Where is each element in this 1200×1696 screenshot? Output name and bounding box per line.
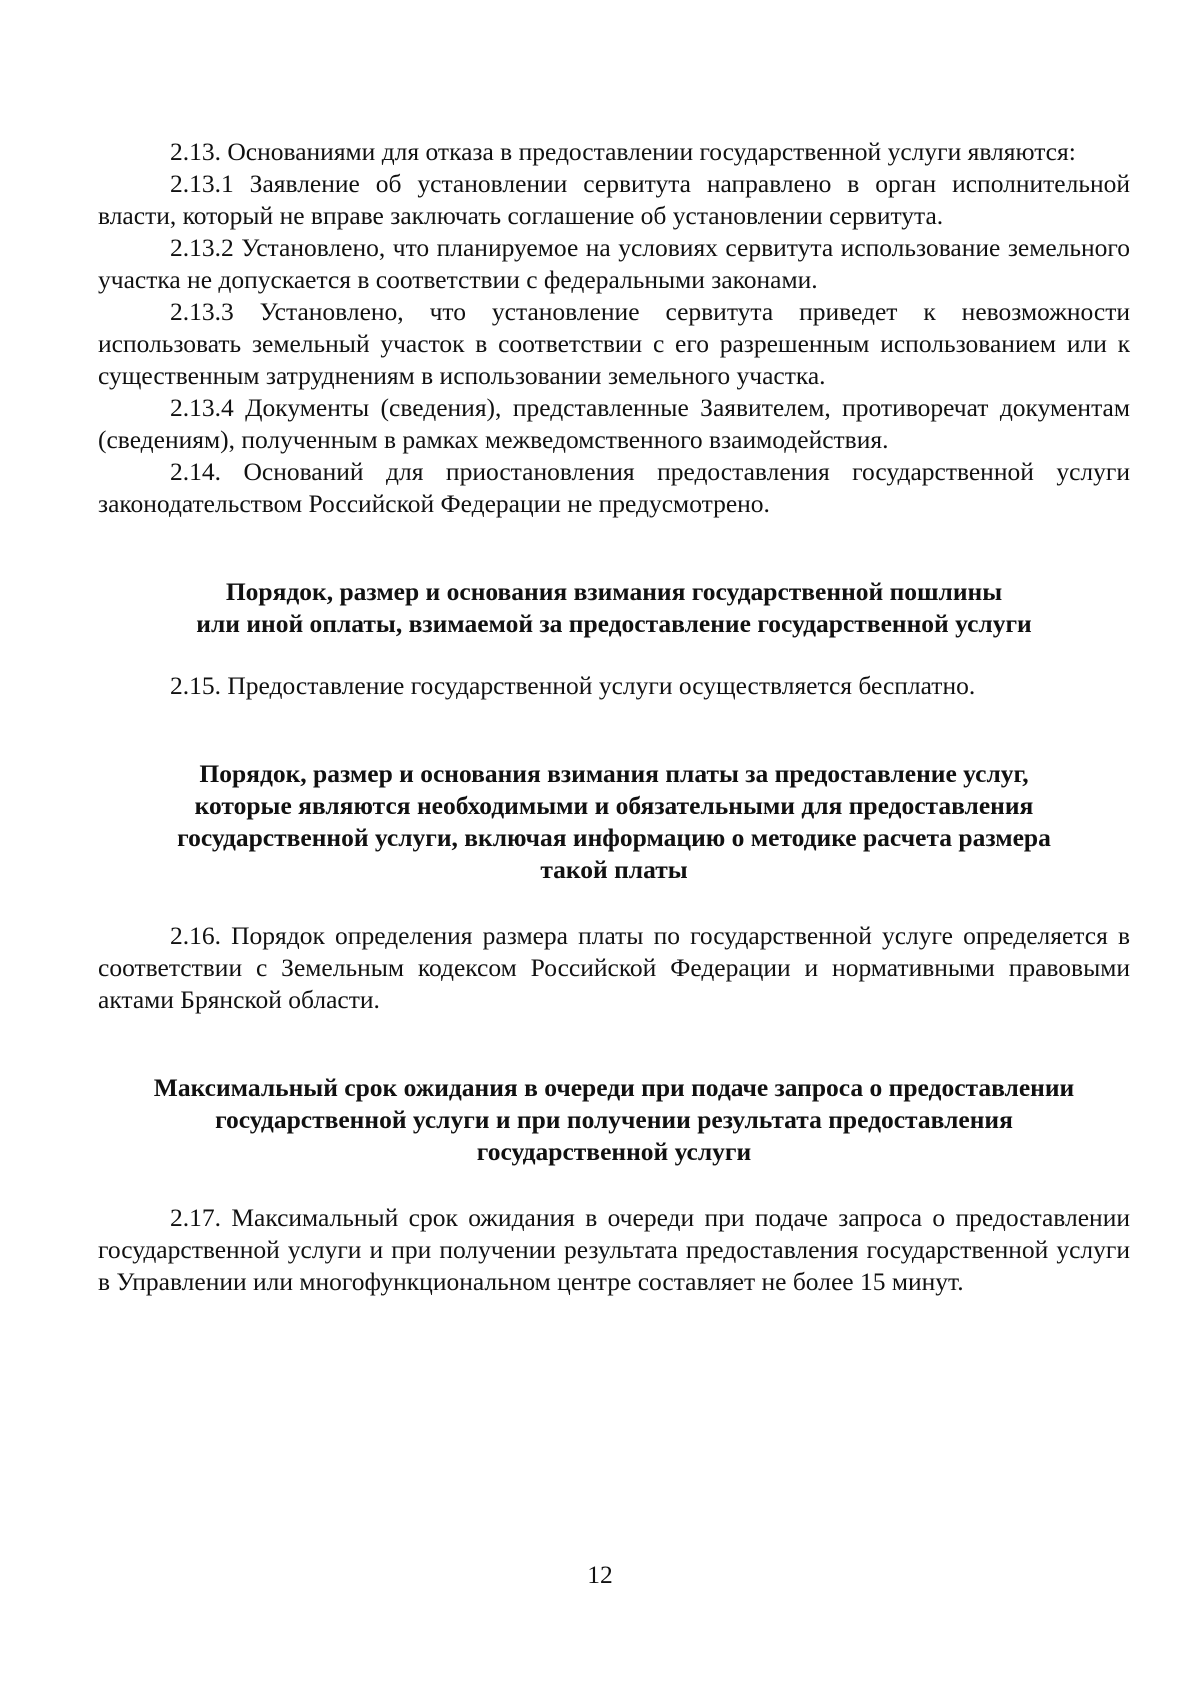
heading-line: государственной услуги и при получении результата предоставления	[215, 1105, 1013, 1134]
page-number: 12	[587, 1560, 613, 1589]
paragraph-2-14: 2.14. Оснований для приостановления предоставления государственной услуги законодательством Российской Федерации не предусмотрено.	[98, 457, 1130, 518]
document-page	[98, 136, 1130, 1298]
heading-line: Максимальный срок ожидания в очереди при подаче запроса о предоставлении	[153, 1073, 1075, 1102]
paragraph-2-16: 2.16. Порядок определения размера платы по государственной услуге определяется в соответствии с Земельным кодексом Российской Федерации и нормативными правовыми актами Брянской области.	[98, 921, 1130, 1014]
paragraph-2-13-1: 2.13.1 Заявление об установлении сервитута направлено в орган исполнительной власти, который не вправе заключать соглашение об установлении сервитута.	[98, 169, 1130, 230]
paragraph-2-13-3: 2.13.3 Установлено, что установление сервитута приведет к невозможности использовать земельный участок в соответствии с его разрешенным использованием или к существенным затруднениям в использовании земельного участка.	[98, 297, 1130, 390]
heading-line: такой платы	[540, 855, 688, 884]
section-heading-fee	[98, 576, 1130, 640]
section-heading-payment	[98, 758, 1130, 886]
paragraph-2-13-2: 2.13.2 Установлено, что планируемое на условиях сервитута использование земельного участка не допускается в соответствии с федеральными законами.	[98, 233, 1130, 294]
paragraph-2-17: 2.17. Максимальный срок ожидания в очереди при подаче запроса о предоставлении государственной услуги и при получении результата предоставления государственной услуги в Управлении или многофункциональном центре составляет не более 15 минут.	[98, 1203, 1130, 1296]
heading-line: или иной оплаты, взимаемой за предоставление государственной услуги	[196, 609, 1032, 638]
heading-line: которые являются необходимыми и обязательными для предоставления	[194, 791, 1034, 820]
paragraph-2-13-4: 2.13.4 Документы (сведения), представленные Заявителем, противоречат документам (сведениям), полученным в рамках межведомственного взаимодействия.	[98, 393, 1130, 454]
paragraph-2-13: 2.13. Основаниями для отказа в предоставлении государственной услуги являются:	[170, 137, 1076, 166]
section-heading-queue	[98, 1072, 1130, 1168]
paragraph-2-15: 2.15. Предоставление государственной услуги осуществляется бесплатно.	[170, 671, 976, 700]
heading-line: государственной услуги, включая информацию о методике расчета размера	[177, 823, 1051, 852]
heading-line: Порядок, размер и основания взимания платы за предоставление услуг,	[199, 759, 1029, 788]
heading-line: государственной услуги	[476, 1137, 752, 1166]
heading-line: Порядок, размер и основания взимания государственной пошлины	[225, 577, 1003, 606]
